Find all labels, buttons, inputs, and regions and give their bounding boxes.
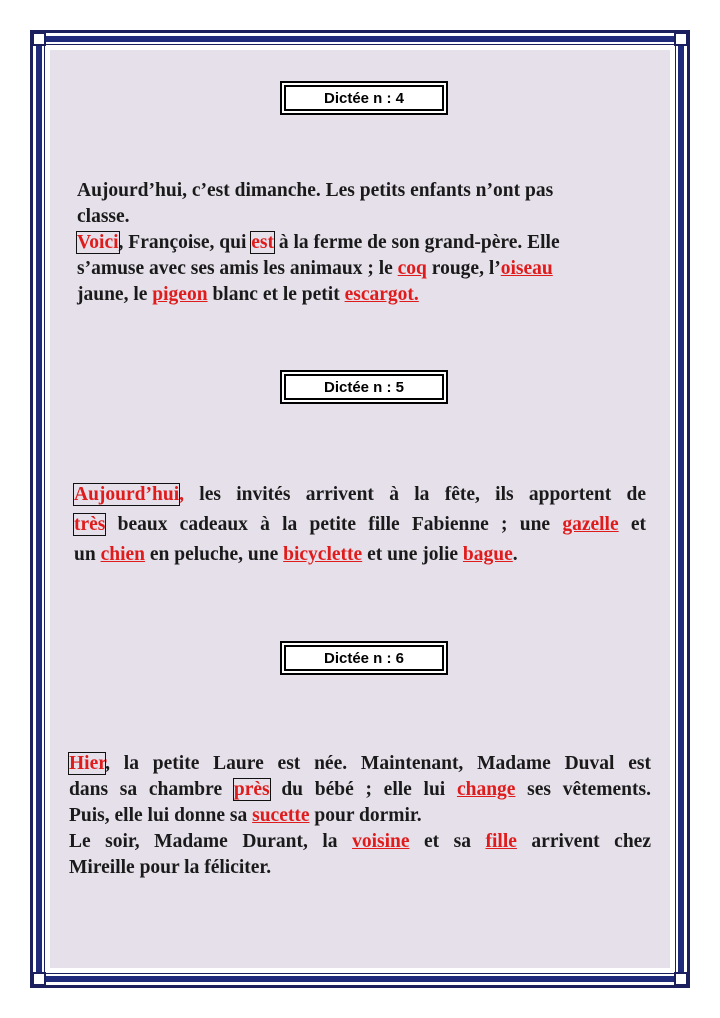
dictee-5-title: Dictée n : 5 [323, 378, 405, 396]
dictee-4-line-5 [77, 282, 637, 308]
underlined-word: oiseau [500, 258, 553, 279]
boxed-word: près [233, 779, 270, 800]
dictee-6-text [69, 751, 651, 881]
dictee-4-line-1 [77, 178, 637, 204]
red-text: , [179, 484, 184, 505]
text-segment: classe. [77, 206, 130, 227]
underlined-word: bicyclette [283, 544, 363, 565]
text-segment: Aujourd’hui, c’est dimanche. Les petits enfants n’ont pas [77, 180, 554, 201]
corner-ornament-top-right [674, 32, 688, 46]
dictee-4-text [77, 178, 637, 308]
boxed-word: est [251, 232, 275, 253]
dictee-5-line-1 [74, 480, 646, 510]
text-segment: à la ferme de son grand-père. Elle [274, 232, 560, 253]
text-segment: Mireille pour la féliciter. [69, 857, 272, 878]
text-segment: beaux cadeaux à la petite fille Fabienne ; une [105, 514, 563, 535]
underlined-word: chien [100, 544, 145, 565]
text-segment: Puis, elle lui donne sa [69, 805, 253, 826]
underlined-word: change [456, 779, 516, 800]
underlined-word: voisine [352, 831, 410, 852]
boxed-word: Hier [69, 753, 106, 774]
text-segment: du bébé ; elle lui [269, 779, 457, 800]
page [50, 50, 670, 968]
dictee-6-line-2 [69, 777, 651, 803]
text-segment: ses vêtements. [515, 779, 651, 800]
text-segment: , Françoise, qui [118, 232, 252, 253]
text-segment: . [512, 544, 518, 565]
dictee-4-title-box [280, 81, 448, 115]
underlined-word: pigeon [152, 284, 208, 305]
dictee-6-line-3 [69, 803, 651, 829]
text-segment: les invités arrivent à la fête, ils apportent de [184, 484, 646, 505]
text-segment: et [618, 514, 646, 535]
dictee-6-line-5 [69, 855, 651, 881]
text-segment: rouge, l’ [426, 258, 501, 279]
text-segment: et sa [409, 831, 486, 852]
underlined-word: gazelle [562, 514, 619, 535]
dictee-4-title: Dictée n : 4 [323, 89, 405, 107]
text-segment: pour dormir. [309, 805, 422, 826]
dictee-5-line-2 [74, 510, 646, 540]
dictee-6-line-4 [69, 829, 651, 855]
text-segment: en peluche, une [145, 544, 284, 565]
dictee-6-title-box [280, 641, 448, 675]
text-segment: un [74, 544, 101, 565]
underlined-word: bague [462, 544, 513, 565]
text-segment: arrivent chez [516, 831, 651, 852]
underlined-word: coq [397, 258, 427, 279]
text-segment: et une jolie [362, 544, 463, 565]
text-segment: Le soir, Madame Durant, la [69, 831, 353, 852]
text-segment: s’amuse avec ses amis les animaux ; le [77, 258, 398, 279]
dictee-4-line-3 [77, 230, 637, 256]
boxed-word: Voici [77, 232, 119, 253]
text-segment: jaune, le [77, 284, 153, 305]
underlined-word: escargot. [344, 284, 419, 305]
dictee-5-line-3 [74, 540, 646, 570]
text-segment: , la petite Laure est née. Maintenant, Madame Duval est [105, 753, 651, 774]
corner-ornament-top-left [32, 32, 46, 46]
underlined-word: sucette [252, 805, 310, 826]
dictee-5-text [74, 480, 646, 570]
dictee-6-line-1 [69, 751, 651, 777]
dictee-5-title-box [280, 370, 448, 404]
corner-ornament-bottom-left [32, 972, 46, 986]
boxed-word: Aujourd’hui [74, 484, 180, 505]
dictee-4-line-2 [77, 204, 637, 230]
underlined-word: fille [485, 831, 517, 852]
dictee-6-title: Dictée n : 6 [323, 649, 405, 667]
boxed-word: très [74, 514, 106, 535]
corner-ornament-bottom-right [674, 972, 688, 986]
text-segment: dans sa chambre [69, 779, 234, 800]
dictee-4-line-4 [77, 256, 637, 282]
text-segment: blanc et le petit [207, 284, 345, 305]
